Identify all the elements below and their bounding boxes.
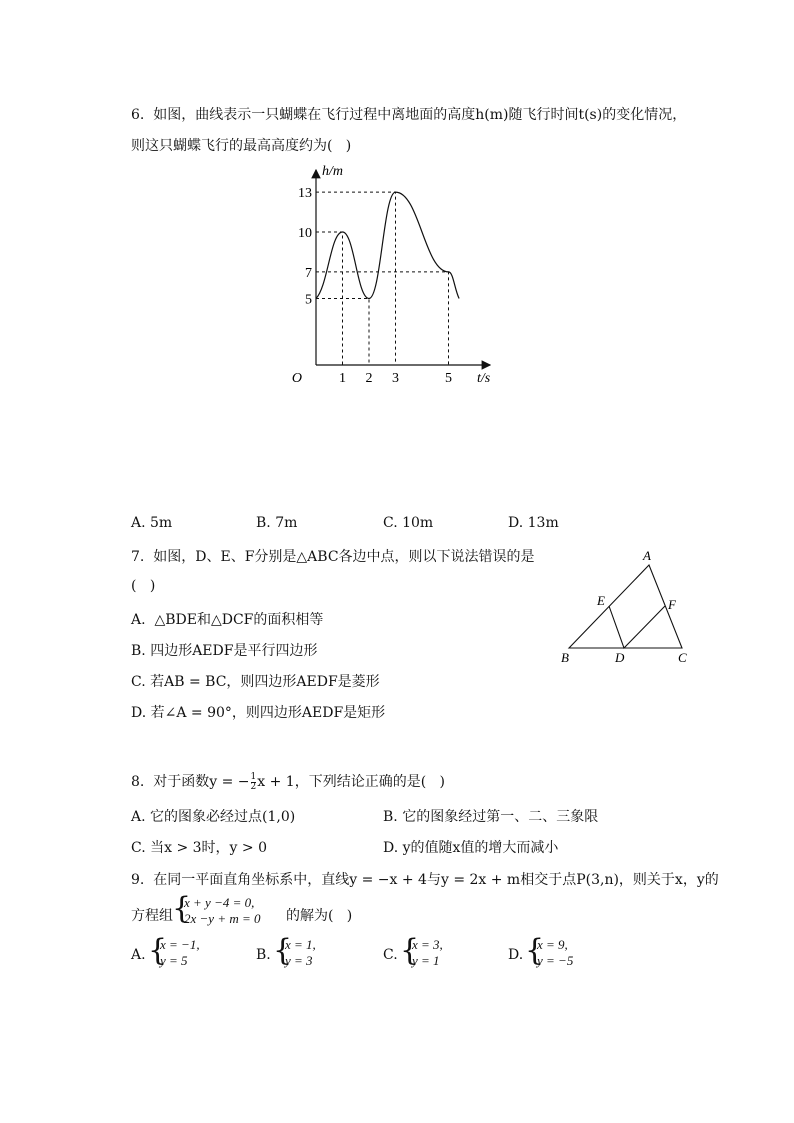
q6-line1: 6. 如图，曲线表示一只蝴蝶在飞行过程中离地面的高度h(m)随飞行时间t(s)的变化情况， [131, 107, 687, 123]
q6-option-b[interactable]: B. 7m [256, 515, 298, 531]
q8-option-a[interactable]: A. 它的图象必经过点(1,0) [131, 809, 296, 825]
q9-option-b-eq1: x = 1, [285, 937, 316, 952]
label-e: E [597, 593, 605, 608]
q9-option-d-eq2: y = −5 [537, 953, 574, 968]
label-c: C [678, 650, 687, 665]
label-b: B [561, 650, 569, 665]
q9-line2-post: 的解为( ) [286, 908, 353, 924]
q9-sys-eq2: 2x −y + m = 0 [184, 911, 261, 926]
y-tick-label-5: 5 [305, 292, 312, 308]
q7-option-c[interactable]: C. 若AB = BC，则四边形AEDF是菱形 [131, 674, 380, 690]
x-tick-label-1: 1 [339, 371, 346, 385]
q9-option-c-label[interactable]: C. [383, 947, 398, 963]
q7-option-d[interactable]: D. 若∠A = 90°，则四边形AEDF是矩形 [131, 705, 386, 721]
q9-option-d-eq1: x = 9, [537, 937, 568, 952]
q7-line1: 7. 如图，D、E、F分别是△ABC各边中点，则以下说法错误的是 [131, 549, 535, 565]
q6-option-c[interactable]: C. 10m [383, 515, 434, 531]
q7-option-b[interactable]: B. 四边形AEDF是平行四边形 [131, 643, 318, 659]
q8-pre: 8. 对于函数y = − [131, 774, 250, 790]
q9-option-b-eq2: y = 3 [285, 953, 313, 968]
q9-option-d-brace: { [525, 933, 545, 968]
dashed-guide-3 [316, 272, 449, 365]
q6-option-a[interactable]: A. 5m [131, 515, 173, 531]
q8-post: x + 1，下列结论正确的是( ) [257, 774, 445, 790]
origin-label: O [291, 371, 302, 385]
q7-triangle-figure [556, 545, 696, 670]
q8-fraction [251, 773, 257, 792]
q9-option-a-label[interactable]: A. [131, 947, 146, 963]
q8-option-b[interactable]: B. 它的图象经过第一、二、三象限 [383, 809, 599, 825]
q8-option-c[interactable]: C. 当x > 3时，y > 0 [131, 840, 267, 856]
height-curve [316, 192, 459, 298]
x-axis-label: t/s [477, 371, 491, 385]
q8-frac-den: 2 [250, 781, 257, 792]
q8-frac-num: 1 [250, 771, 257, 782]
x-tick-label-5: 5 [445, 371, 452, 385]
q8-line1 [131, 771, 445, 792]
q9-sys-eq1: x + y −4 = 0, [184, 895, 255, 910]
q9-option-b-brace: { [273, 933, 293, 968]
q9-option-a-eq2: y = 5 [160, 953, 188, 968]
y-tick-label-10: 10 [298, 226, 312, 241]
q7-option-a[interactable]: A. △BDE和△DCF的面积相等 [131, 612, 324, 628]
q6-chart [285, 160, 505, 385]
q9-option-a-eq1: x = −1, [160, 937, 200, 952]
y-tick-label-7: 7 [305, 265, 312, 281]
label-a: A [643, 548, 651, 563]
q9-system-brace: { [172, 891, 192, 926]
q9-option-b-label[interactable]: B. [256, 947, 271, 963]
q9-line2-pre: 方程组 [131, 908, 173, 924]
q9-option-c-eq1: x = 3, [412, 937, 443, 952]
q9-option-c-eq2: y = 1 [412, 953, 440, 968]
x-tick-label-2: 2 [365, 371, 373, 385]
dashed-guide-2 [316, 192, 396, 365]
q9-option-a-brace: { [148, 933, 168, 968]
q9-option-c-brace: { [400, 933, 420, 968]
label-d: D [615, 650, 625, 665]
label-f: F [668, 597, 676, 612]
x-tick-label-3: 3 [392, 371, 399, 385]
q8-option-d[interactable]: D. y的值随x值的增大而减小 [383, 840, 559, 856]
y-axis-label: h/m [322, 164, 343, 179]
q9-line1: 9. 在同一平面直角坐标系中，直线y = −x + 4与y = 2x + m相交于点P(3,n)，则关于x，y的 [131, 872, 719, 888]
q6-option-d[interactable]: D. 13m [508, 515, 559, 531]
q7-line2: ( ) [131, 578, 156, 594]
y-tick-label-13: 13 [298, 186, 312, 202]
q9-option-d-label[interactable]: D. [508, 947, 524, 963]
q6-line2: 则这只蝴蝶飞行的最高高度约为( ) [131, 138, 352, 154]
